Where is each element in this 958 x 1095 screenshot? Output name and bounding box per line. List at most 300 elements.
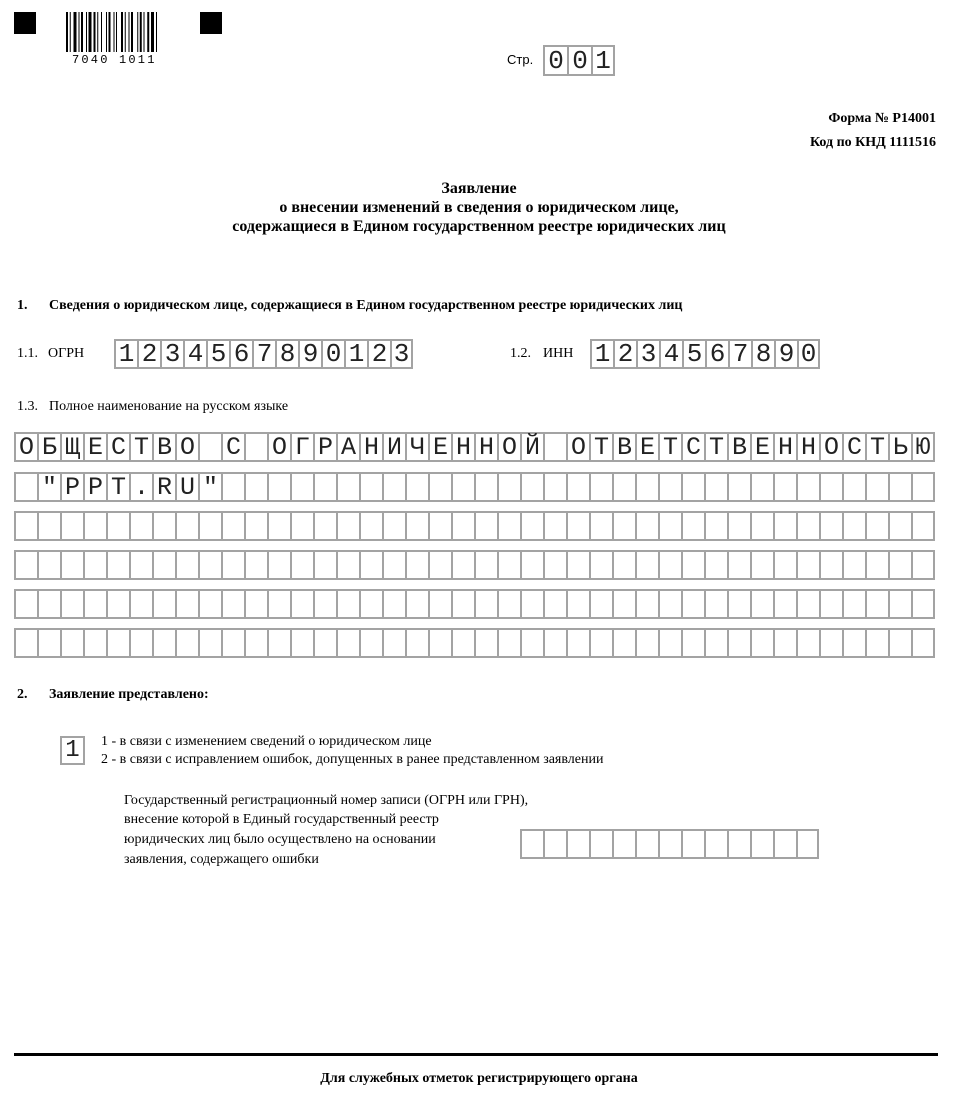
name-char-cell[interactable]: [336, 550, 359, 580]
document-title: [0, 179, 958, 236]
choice-cell[interactable]: [60, 736, 85, 765]
name-char-cell[interactable]: [819, 472, 842, 502]
name-char-cell[interactable]: [865, 550, 888, 580]
name-char-cell[interactable]: [750, 589, 773, 619]
name-char-cell[interactable]: [37, 550, 60, 580]
name-char-cell[interactable]: [635, 589, 658, 619]
form-number: Форма № Р14001: [828, 111, 936, 126]
page-digit-cell[interactable]: 0: [543, 45, 567, 76]
name-char-cell[interactable]: [727, 589, 750, 619]
barcode-bar: [101, 12, 102, 52]
name-char-cell[interactable]: [359, 550, 382, 580]
ogrn-digit-cell[interactable]: 9: [298, 339, 321, 369]
name-char-cell[interactable]: [405, 589, 428, 619]
name-char-cell[interactable]: [175, 550, 198, 580]
name-char-cell[interactable]: Т: [129, 432, 152, 462]
name-char-cell[interactable]: [658, 589, 681, 619]
name-char-cell[interactable]: [911, 589, 935, 619]
name-char-cell[interactable]: Н: [359, 432, 382, 462]
name-char-cell[interactable]: [382, 589, 405, 619]
name-char-cell[interactable]: [750, 472, 773, 502]
name-char-cell[interactable]: [106, 550, 129, 580]
inn-digit-cell[interactable]: 8: [751, 339, 774, 369]
name-char-cell[interactable]: [336, 472, 359, 502]
name-char-cell[interactable]: В: [152, 432, 175, 462]
name-char-cell[interactable]: В: [612, 432, 635, 462]
name-char-cell[interactable]: Й: [520, 432, 543, 462]
name-char-cell[interactable]: [129, 511, 152, 541]
choice-value[interactable]: 1: [60, 736, 85, 765]
name-char-cell[interactable]: [451, 472, 474, 502]
name-char-cell[interactable]: [888, 628, 911, 658]
name-char-cell[interactable]: [727, 628, 750, 658]
name-char-cell[interactable]: С: [221, 432, 244, 462]
name-char-cell[interactable]: [313, 511, 336, 541]
name-char-cell[interactable]: [543, 628, 566, 658]
name-char-cell[interactable]: [543, 589, 566, 619]
name-char-cell[interactable]: [704, 589, 727, 619]
name-char-cell[interactable]: [658, 628, 681, 658]
name-char-cell[interactable]: [428, 472, 451, 502]
name-char-cell[interactable]: [267, 589, 290, 619]
name-char-cell[interactable]: [359, 628, 382, 658]
name-char-cell[interactable]: [727, 511, 750, 541]
name-char-cell[interactable]: [635, 628, 658, 658]
ogrn-digit-cell[interactable]: 1: [114, 339, 137, 369]
name-char-cell[interactable]: [14, 550, 37, 580]
name-char-cell[interactable]: [750, 511, 773, 541]
name-char-cell[interactable]: [635, 472, 658, 502]
name-char-cell[interactable]: [451, 628, 474, 658]
ogrn-digit-cell[interactable]: 3: [390, 339, 413, 369]
name-char-cell[interactable]: [520, 511, 543, 541]
barcode-bar: [79, 12, 80, 52]
inn-digit-cell[interactable]: 3: [636, 339, 659, 369]
name-char-cell[interactable]: [451, 589, 474, 619]
name-char-cell[interactable]: [612, 589, 635, 619]
name-char-cell[interactable]: [704, 511, 727, 541]
name-char-cell[interactable]: [221, 511, 244, 541]
name-char-cell[interactable]: [152, 550, 175, 580]
grn-digit-cell[interactable]: [520, 829, 543, 859]
name-char-cell[interactable]: [60, 511, 83, 541]
name-char-cell[interactable]: [290, 628, 313, 658]
name-char-cell[interactable]: [14, 472, 37, 502]
ogrn-digit-cell[interactable]: 3: [160, 339, 183, 369]
name-char-cell[interactable]: С: [681, 432, 704, 462]
name-char-cell[interactable]: [428, 589, 451, 619]
name-char-cell[interactable]: О: [819, 432, 842, 462]
grn-digit-cell[interactable]: [543, 829, 566, 859]
barcode-bar: [125, 12, 126, 52]
name-char-cell[interactable]: [543, 550, 566, 580]
name-char-cell[interactable]: [267, 628, 290, 658]
name-char-cell[interactable]: [520, 628, 543, 658]
name-char-cell[interactable]: [221, 472, 244, 502]
name-char-cell[interactable]: [543, 511, 566, 541]
name-char-cell[interactable]: [106, 628, 129, 658]
name-char-cell[interactable]: [428, 550, 451, 580]
name-char-cell[interactable]: [773, 472, 796, 502]
name-char-cell[interactable]: [796, 628, 819, 658]
name-char-cell[interactable]: [566, 472, 589, 502]
name-char-cell[interactable]: [405, 628, 428, 658]
name-char-cell[interactable]: Е: [428, 432, 451, 462]
name-char-cell[interactable]: [37, 628, 60, 658]
name-char-cell[interactable]: [152, 628, 175, 658]
inn-digit-cell[interactable]: 6: [705, 339, 728, 369]
name-char-cell[interactable]: [773, 589, 796, 619]
inn-digit-cell[interactable]: 1: [590, 339, 613, 369]
name-char-cell[interactable]: [911, 628, 935, 658]
inn-digit-cell[interactable]: 5: [682, 339, 705, 369]
name-char-cell[interactable]: [635, 550, 658, 580]
barcode-bar: [147, 12, 149, 52]
name-char-cell[interactable]: [704, 550, 727, 580]
name-char-cell[interactable]: [428, 511, 451, 541]
name-char-cell[interactable]: P: [83, 472, 106, 502]
name-char-cell[interactable]: [796, 511, 819, 541]
name-char-cell[interactable]: [405, 472, 428, 502]
name-char-cell[interactable]: [267, 550, 290, 580]
name-char-cell[interactable]: P: [60, 472, 83, 502]
option-1: 1 - в связи с изменением сведений о юридическом лице: [101, 734, 432, 749]
name-row[interactable]: [14, 511, 935, 541]
name-char-cell[interactable]: [244, 472, 267, 502]
name-char-cell[interactable]: [221, 589, 244, 619]
name-char-cell[interactable]: [60, 589, 83, 619]
name-char-cell[interactable]: О: [267, 432, 290, 462]
name-char-cell[interactable]: [336, 511, 359, 541]
inn-cells[interactable]: [590, 339, 820, 369]
inn-digit-cell[interactable]: 7: [728, 339, 751, 369]
name-char-cell[interactable]: [842, 589, 865, 619]
name-char-cell[interactable]: [313, 472, 336, 502]
name-char-cell[interactable]: О: [497, 432, 520, 462]
name-char-cell[interactable]: [681, 550, 704, 580]
name-char-cell[interactable]: Т: [658, 432, 681, 462]
name-char-cell[interactable]: О: [566, 432, 589, 462]
name-char-cell[interactable]: [405, 511, 428, 541]
name-char-cell[interactable]: [244, 628, 267, 658]
name-char-cell[interactable]: [37, 589, 60, 619]
name-char-cell[interactable]: Н: [451, 432, 474, 462]
name-char-cell[interactable]: [819, 550, 842, 580]
name-char-cell[interactable]: [382, 550, 405, 580]
name-char-cell[interactable]: [290, 472, 313, 502]
page-digit-cell[interactable]: 0: [567, 45, 591, 76]
name-char-cell[interactable]: Е: [83, 432, 106, 462]
name-char-cell[interactable]: Т: [704, 432, 727, 462]
name-row[interactable]: [14, 550, 935, 580]
name-char-cell[interactable]: Г: [290, 432, 313, 462]
name-char-cell[interactable]: [888, 589, 911, 619]
name-char-cell[interactable]: [221, 628, 244, 658]
ogrn-digit-cell[interactable]: 7: [252, 339, 275, 369]
grn-cells[interactable]: [520, 829, 819, 859]
name-char-cell[interactable]: [842, 628, 865, 658]
name-char-cell[interactable]: [635, 511, 658, 541]
name-char-cell[interactable]: [244, 550, 267, 580]
name-char-cell[interactable]: [290, 511, 313, 541]
page-digit-cell[interactable]: 1: [591, 45, 615, 76]
name-char-cell[interactable]: [497, 472, 520, 502]
name-char-cell[interactable]: [152, 589, 175, 619]
name-char-cell[interactable]: Ч: [405, 432, 428, 462]
name-char-cell[interactable]: [911, 550, 935, 580]
name-char-cell[interactable]: [911, 511, 935, 541]
name-char-cell[interactable]: [681, 472, 704, 502]
name-char-cell[interactable]: [589, 550, 612, 580]
grn-digit-cell[interactable]: [704, 829, 727, 859]
name-char-cell[interactable]: [911, 472, 935, 502]
name-char-cell[interactable]: [313, 628, 336, 658]
name-char-cell[interactable]: [543, 432, 566, 462]
name-char-cell[interactable]: [221, 550, 244, 580]
name-char-cell[interactable]: [566, 589, 589, 619]
name-char-cell[interactable]: [773, 628, 796, 658]
name-char-cell[interactable]: [198, 628, 221, 658]
name-char-cell[interactable]: [888, 550, 911, 580]
name-char-cell[interactable]: [888, 511, 911, 541]
name-char-cell[interactable]: ": [37, 472, 60, 502]
name-char-cell[interactable]: [198, 511, 221, 541]
name-char-cell[interactable]: [566, 550, 589, 580]
name-char-cell[interactable]: Б: [37, 432, 60, 462]
inn-label: ИНН: [543, 346, 574, 361]
name-char-cell[interactable]: [819, 589, 842, 619]
name-char-cell[interactable]: [129, 550, 152, 580]
name-char-cell[interactable]: [520, 472, 543, 502]
name-char-cell[interactable]: U: [175, 472, 198, 502]
name-char-cell[interactable]: Н: [796, 432, 819, 462]
name-char-cell[interactable]: [267, 511, 290, 541]
name-char-cell[interactable]: [566, 628, 589, 658]
name-char-cell[interactable]: [497, 511, 520, 541]
name-char-cell[interactable]: [313, 550, 336, 580]
name-char-cell[interactable]: [750, 550, 773, 580]
name-char-cell[interactable]: [865, 589, 888, 619]
name-char-cell[interactable]: [198, 550, 221, 580]
ogrn-digit-cell[interactable]: 2: [367, 339, 390, 369]
name-char-cell[interactable]: [796, 550, 819, 580]
name-char-cell[interactable]: [865, 628, 888, 658]
grn-digit-cell[interactable]: [566, 829, 589, 859]
ogrn-digit-cell[interactable]: 4: [183, 339, 206, 369]
name-char-cell[interactable]: [451, 511, 474, 541]
name-char-cell[interactable]: [589, 589, 612, 619]
ogrn-digit-cell[interactable]: 0: [321, 339, 344, 369]
ogrn-digit-cell[interactable]: 6: [229, 339, 252, 369]
name-char-cell[interactable]: [175, 589, 198, 619]
name-char-cell[interactable]: [497, 628, 520, 658]
name-char-cell[interactable]: [83, 511, 106, 541]
name-char-cell[interactable]: В: [727, 432, 750, 462]
name-char-cell[interactable]: R: [152, 472, 175, 502]
inn-digit-cell[interactable]: 9: [774, 339, 797, 369]
name-char-cell[interactable]: [819, 628, 842, 658]
name-char-cell[interactable]: [336, 589, 359, 619]
name-char-cell[interactable]: [658, 511, 681, 541]
name-char-cell[interactable]: [842, 472, 865, 502]
grn-digit-cell[interactable]: [796, 829, 819, 859]
name-char-cell[interactable]: [14, 589, 37, 619]
name-char-cell[interactable]: [658, 550, 681, 580]
name-char-cell[interactable]: [773, 511, 796, 541]
ogrn-digit-cell[interactable]: 2: [137, 339, 160, 369]
name-char-cell[interactable]: [681, 628, 704, 658]
grn-digit-cell[interactable]: [773, 829, 796, 859]
inn-digit-cell[interactable]: 2: [613, 339, 636, 369]
name-char-cell[interactable]: [543, 472, 566, 502]
name-char-cell[interactable]: Е: [635, 432, 658, 462]
name-char-cell[interactable]: [474, 628, 497, 658]
name-char-cell[interactable]: Н: [474, 432, 497, 462]
name-char-cell[interactable]: [589, 628, 612, 658]
name-char-cell[interactable]: Р: [313, 432, 336, 462]
name-row[interactable]: [14, 628, 935, 658]
ogrn-digit-cell[interactable]: 1: [344, 339, 367, 369]
name-char-cell[interactable]: [175, 511, 198, 541]
name-char-cell[interactable]: [198, 432, 221, 462]
ogrn-digit-cell[interactable]: 8: [275, 339, 298, 369]
inn-digit-cell[interactable]: 0: [797, 339, 820, 369]
grn-digit-cell[interactable]: [681, 829, 704, 859]
name-char-cell[interactable]: [129, 628, 152, 658]
name-char-cell[interactable]: [842, 511, 865, 541]
name-char-cell[interactable]: [359, 589, 382, 619]
name-char-cell[interactable]: [198, 589, 221, 619]
name-char-cell[interactable]: Щ: [60, 432, 83, 462]
name-char-cell[interactable]: Е: [750, 432, 773, 462]
name-char-cell[interactable]: [14, 511, 37, 541]
name-char-cell[interactable]: [681, 511, 704, 541]
name-char-cell[interactable]: Ю: [911, 432, 935, 462]
name-char-cell[interactable]: [83, 589, 106, 619]
name-char-cell[interactable]: [612, 511, 635, 541]
name-char-cell[interactable]: [244, 511, 267, 541]
name-char-cell[interactable]: [37, 511, 60, 541]
name-char-cell[interactable]: [290, 589, 313, 619]
grn-digit-cell[interactable]: [658, 829, 681, 859]
name-char-cell[interactable]: [152, 511, 175, 541]
name-char-cell[interactable]: [865, 472, 888, 502]
name-char-cell[interactable]: [842, 550, 865, 580]
name-char-cell[interactable]: [727, 472, 750, 502]
name-char-cell[interactable]: [382, 511, 405, 541]
name-char-cell[interactable]: [520, 589, 543, 619]
name-char-cell[interactable]: Ь: [888, 432, 911, 462]
name-char-cell[interactable]: [727, 550, 750, 580]
name-char-cell[interactable]: [566, 511, 589, 541]
name-char-cell[interactable]: [474, 511, 497, 541]
name-char-cell[interactable]: [796, 589, 819, 619]
name-char-cell[interactable]: [612, 628, 635, 658]
name-char-cell[interactable]: [474, 472, 497, 502]
page-label: Стр.: [507, 52, 534, 67]
ogrn-cells[interactable]: [114, 339, 413, 369]
name-char-cell[interactable]: [14, 628, 37, 658]
name-char-cell[interactable]: Т: [589, 432, 612, 462]
name-char-cell[interactable]: И: [382, 432, 405, 462]
name-char-cell[interactable]: [497, 589, 520, 619]
name-char-cell[interactable]: [773, 550, 796, 580]
name-char-cell[interactable]: А: [336, 432, 359, 462]
name-char-cell[interactable]: [612, 550, 635, 580]
name-char-cell[interactable]: [589, 472, 612, 502]
name-char-cell[interactable]: [382, 472, 405, 502]
name-char-cell[interactable]: [405, 550, 428, 580]
name-char-cell[interactable]: [83, 628, 106, 658]
name-char-cell[interactable]: С: [842, 432, 865, 462]
name-char-cell[interactable]: О: [175, 432, 198, 462]
name-char-cell[interactable]: [497, 550, 520, 580]
grn-digit-cell[interactable]: [589, 829, 612, 859]
name-char-cell[interactable]: [244, 589, 267, 619]
ogrn-digit-cell[interactable]: 5: [206, 339, 229, 369]
name-char-cell[interactable]: ": [198, 472, 221, 502]
name-char-cell[interactable]: [290, 550, 313, 580]
name-char-cell[interactable]: [658, 472, 681, 502]
name-char-cell[interactable]: [681, 589, 704, 619]
grn-digit-cell[interactable]: [750, 829, 773, 859]
name-char-cell[interactable]: [474, 550, 497, 580]
inn-digit-cell[interactable]: 4: [659, 339, 682, 369]
name-char-cell[interactable]: .: [129, 472, 152, 502]
name-char-cell[interactable]: [865, 511, 888, 541]
name-char-cell[interactable]: О: [14, 432, 37, 462]
name-char-cell[interactable]: T: [106, 472, 129, 502]
name-char-cell[interactable]: [451, 550, 474, 580]
name-char-cell[interactable]: [244, 432, 267, 462]
name-char-cell[interactable]: [175, 628, 198, 658]
name-char-cell[interactable]: [796, 472, 819, 502]
name-char-cell[interactable]: [428, 628, 451, 658]
name-char-cell[interactable]: [267, 472, 290, 502]
name-char-cell[interactable]: [382, 628, 405, 658]
name-char-cell[interactable]: [106, 511, 129, 541]
name-char-cell[interactable]: [589, 511, 612, 541]
name-char-cell[interactable]: [129, 589, 152, 619]
name-char-cell[interactable]: [60, 628, 83, 658]
name-char-cell[interactable]: [313, 589, 336, 619]
grn-digit-cell[interactable]: [635, 829, 658, 859]
name-char-cell[interactable]: Т: [865, 432, 888, 462]
name-char-cell[interactable]: С: [106, 432, 129, 462]
name-char-cell[interactable]: [83, 550, 106, 580]
name-row[interactable]: [14, 589, 935, 619]
name-char-cell[interactable]: Н: [773, 432, 796, 462]
name-char-cell[interactable]: [819, 511, 842, 541]
barcode-bar: [70, 12, 71, 52]
name-char-cell[interactable]: [750, 628, 773, 658]
name-char-cell[interactable]: [359, 511, 382, 541]
name-char-cell[interactable]: [612, 472, 635, 502]
name-char-cell[interactable]: [474, 589, 497, 619]
grn-digit-cell[interactable]: [727, 829, 750, 859]
name-char-cell[interactable]: [336, 628, 359, 658]
name-char-cell[interactable]: [704, 628, 727, 658]
name-char-cell[interactable]: [106, 589, 129, 619]
grn-digit-cell[interactable]: [612, 829, 635, 859]
name-char-cell[interactable]: [520, 550, 543, 580]
name-char-cell[interactable]: [359, 472, 382, 502]
name-char-cell[interactable]: [704, 472, 727, 502]
name-row[interactable]: [14, 432, 935, 462]
name-char-cell[interactable]: [888, 472, 911, 502]
name-char-cell[interactable]: [60, 550, 83, 580]
name-row[interactable]: [14, 472, 935, 502]
